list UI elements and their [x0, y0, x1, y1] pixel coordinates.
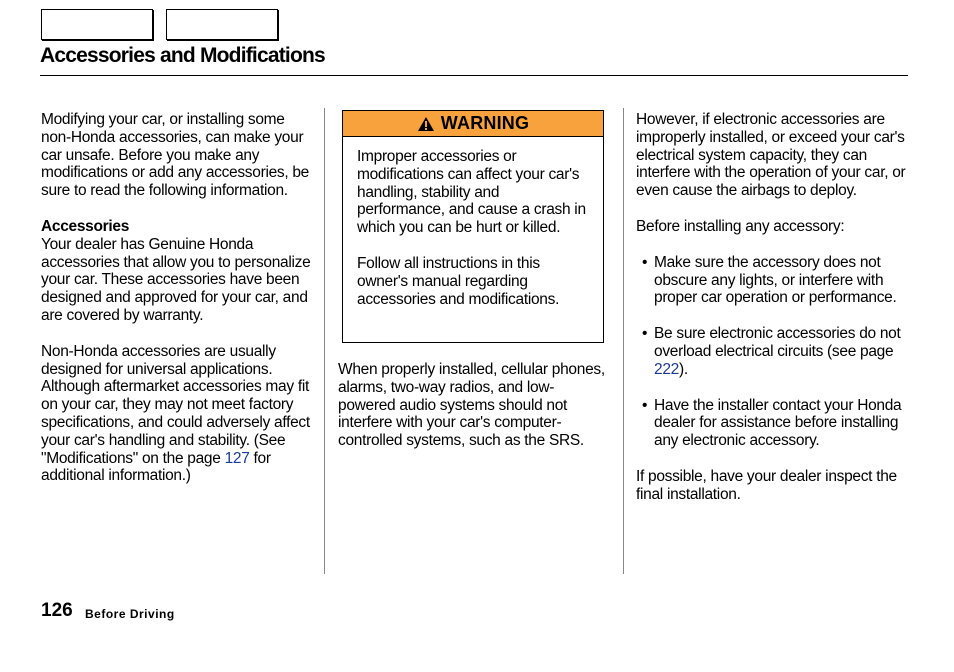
bullet-dot: •	[642, 325, 648, 343]
nav-button-1[interactable]	[41, 9, 153, 40]
column-1	[41, 111, 316, 485]
warning-label: WARNING	[440, 113, 530, 133]
bullet-dot: •	[642, 253, 648, 271]
page-link-127[interactable]: 127	[224, 449, 250, 467]
bullet-item-1: • Make sure the accessory does not obscure any lights, or interfere with proper car operation or performance.	[642, 253, 897, 307]
bullet-dot: •	[642, 396, 648, 414]
page-title: Accessories and Modifications	[40, 44, 325, 67]
page-number: 126	[41, 600, 73, 621]
warning-text-2: Follow all instructions in this owner's manual regarding accessories and modifications.	[357, 254, 560, 308]
page-link-222[interactable]: 222	[654, 360, 679, 378]
before-installing-paragraph: Before installing any accessory:	[636, 217, 845, 235]
section-name: Before Driving	[85, 607, 175, 621]
nav-button-2[interactable]	[166, 9, 278, 40]
dealer-inspect-paragraph: If possible, have your dealer inspect the final installation.	[636, 467, 897, 503]
column-3	[636, 111, 921, 504]
bullet-item-3: • Have the installer contact your Honda dealer for assistance before installing any electronic accessory.	[642, 396, 902, 450]
improper-install-paragraph: However, if electronic accessories are improperly installed, or exceed your car's electrical system capacity, they can interfere with the operation of your car, or even cause the airbags to deploy.	[636, 111, 906, 200]
title-divider	[40, 75, 908, 76]
warning-box	[342, 110, 604, 343]
properly-installed-paragraph: When properly installed, cellular phones, alarms, two-way radios, and low-powered audio systems should not interfere with your car's computer-controlled systems, such as the SRS.	[338, 361, 605, 450]
warning-text-1: Improper accessories or modifications can affect your car's handling, stability and performance, and cause a crash in which you can be hurt or killed.	[357, 148, 586, 237]
accessories-heading: Accessories	[41, 217, 130, 235]
warning-header	[343, 111, 603, 137]
intro-paragraph: Modifying your car, or installing some non-Honda accessories, can make your car unsafe. Before you make any modifications or add any accessories, be sure to read the following information.	[41, 111, 310, 200]
column-2	[338, 361, 610, 450]
column-divider-1	[324, 108, 325, 574]
warning-triangle-icon	[417, 116, 435, 132]
bullet-item-2: • Be sure electronic accessories do not overload electrical circuits (see page 222).	[642, 325, 901, 378]
column-divider-2	[623, 108, 624, 574]
non-honda-paragraph: Non-Honda accessories are usually designed for universal applications. Although aftermarket accessories may fit on your car, they may not meet factory specifications, and could adversely affect your car's handling and stability. (See "Modifications" on the page 127 for additional information.)	[41, 342, 310, 485]
genuine-accessories-paragraph: Your dealer has Genuine Honda accessories that allow you to personalize your car. These accessories have been designed and approved for your car, and are covered by warranty.	[41, 235, 311, 324]
